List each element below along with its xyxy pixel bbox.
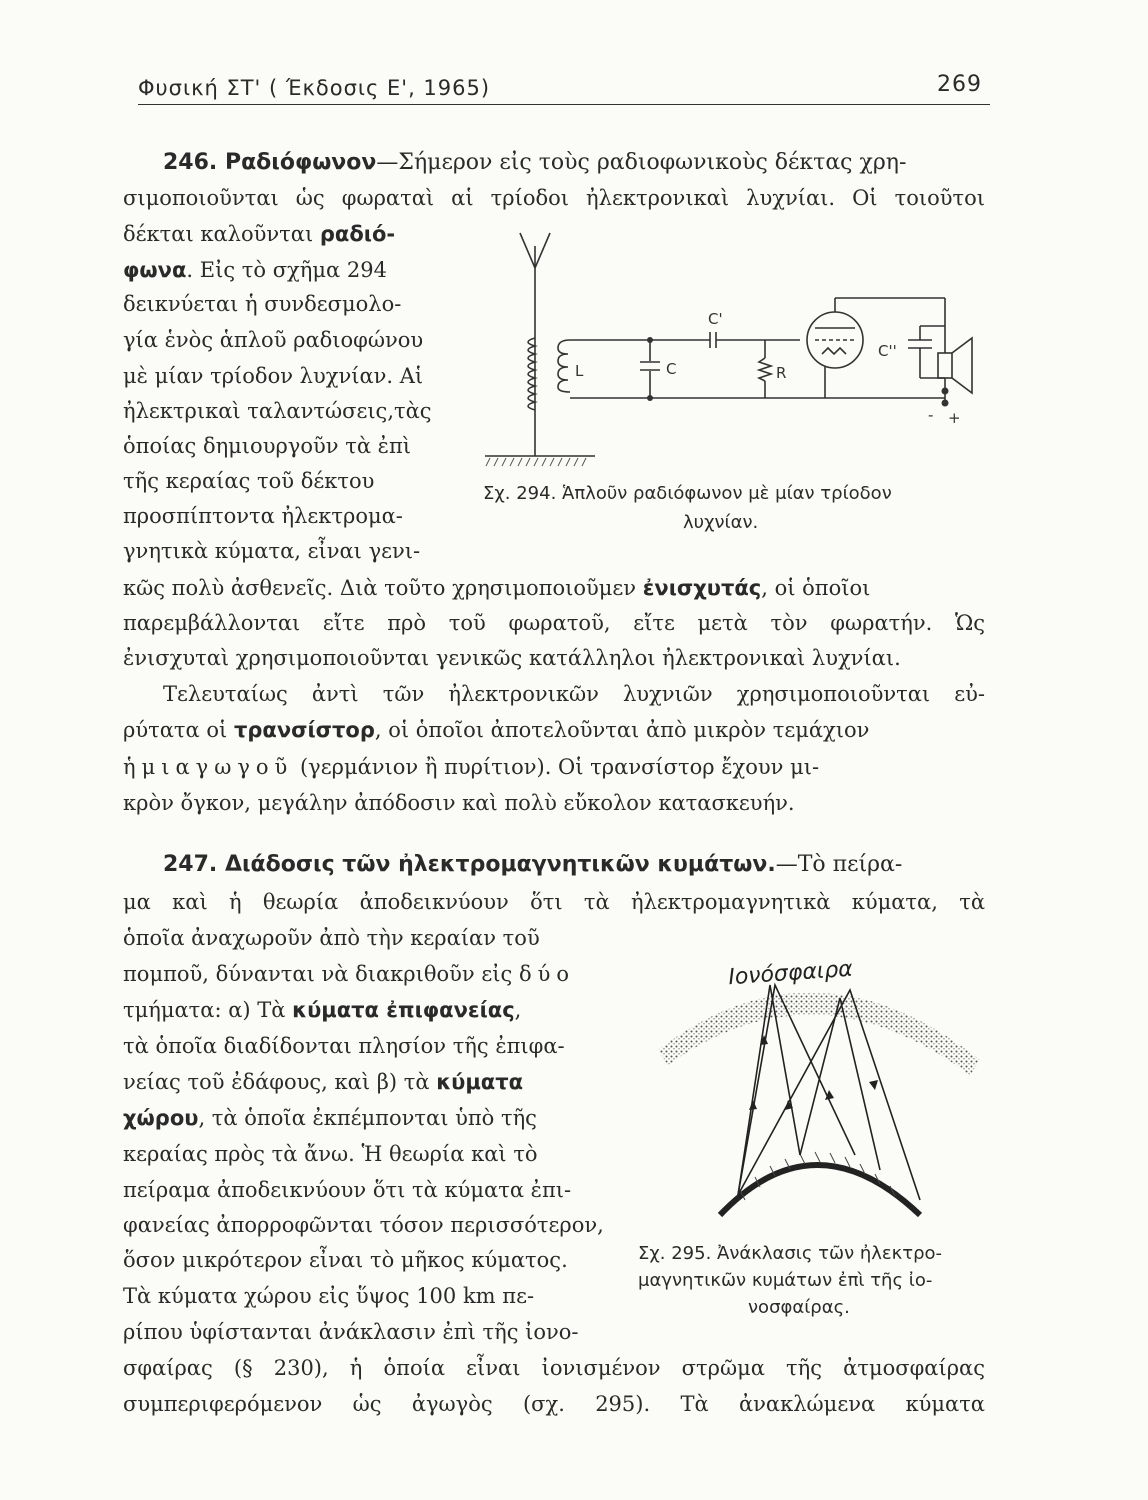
paragraph-line [123, 1072, 523, 1093]
paragraph-line: σιμοποιοῦνται ὡς φωραταὶ αἱ τρίοδοι ἠλεκτρονικαὶ λυχνίαι. Οἱ τοιοῦτοι [123, 186, 985, 210]
label-L: L [575, 362, 584, 380]
paragraph-line: προσπίπτοντα ἠλεκτρομα- [123, 504, 403, 528]
paragraph-line: ἐνισχυταὶ χρησιμοποιοῦνται γενικῶς κατάλληλοι ἠλεκτρονικαὶ λυχνίαι. [123, 646, 901, 670]
header-rule [138, 104, 990, 105]
label-plus: + [948, 409, 961, 427]
figure-295-caption-3: νοσφαίρας. [748, 1297, 850, 1318]
paragraph-line: γνητικὰ κύματα, εἶναι γενι- [123, 539, 421, 563]
paragraph-text: δέκται καλοῦνται [123, 222, 314, 246]
label-C: C [666, 360, 677, 378]
running-header [138, 70, 990, 104]
paragraph-line: κρὸν ὄγκον, μεγάλην ἀπόδοσιν καὶ πολὺ εὔκολον κατασκευήν. [123, 791, 795, 815]
label-Cprime: C' [708, 310, 723, 328]
label-minus: - [928, 406, 934, 424]
paragraph-line: δεικνύεται ἡ συνδεσμολο- [123, 292, 402, 316]
paragraph-text: , τὰ ὁποῖα ἐκπέμπονται ὑπὸ τῆς [198, 1106, 537, 1130]
label-R: R [776, 364, 787, 382]
paragraph-line: τῆς κεραίας τοῦ δέκτου [123, 469, 375, 493]
paragraph-line: τὰ ὁποῖα διαδίδονται πλησίον τῆς ἐπιφα- [123, 1034, 565, 1058]
paragraph-line: κεραίας πρὸς τὰ ἄνω. Ἡ θεωρία καὶ τὸ [123, 1142, 538, 1166]
ionosphere-layer [658, 992, 980, 1075]
paragraph-line [123, 757, 819, 778]
paragraph-line: συμπεριφερόμενον ὡς ἀγωγὸς (σχ. 295). Τὰ ἀνακλώμενα κύματα [123, 1392, 985, 1416]
paragraph-line: Τελευταίως ἀντὶ τῶν ἠλεκτρονικῶν λυχνιῶν χρησιμοποιοῦνται εὐ- [163, 682, 985, 706]
paragraph-line: ρίπου ὑφίστανται ἀνάκλασιν ἐπὶ τῆς ἰονο- [123, 1320, 579, 1344]
paragraph-text: , [514, 998, 522, 1022]
paragraph-text: κῶς πολὺ ἀσθενεῖς. Διὰ τοῦτο χρησιμοποιοῦμεν [123, 576, 637, 600]
figure-294-caption-1: Σχ. 294. Ἁπλοῦν ραδιόφωνον μὲ μίαν τρίοδον [483, 483, 892, 504]
figure-294-circuit [480, 228, 980, 478]
paragraph-line: Τὰ κύματα χώρου εἰς ὕψος 100 km πε- [123, 1284, 535, 1308]
section-246-heading: 246. Ραδιόφωνον [163, 150, 377, 175]
label-Cdoubleprime: C'' [878, 342, 897, 360]
figure-295-ionosphere [640, 940, 990, 1240]
paragraph-line [123, 260, 387, 281]
section-247-heading: 247. Διάδοσις τῶν ἠλεκτρομαγνητικῶν κυμάτων. [163, 852, 776, 877]
paragraph-text: , οἱ ὁποῖοι ἀποτελοῦνται ἀπὸ μικρὸν τεμάχιον [374, 718, 870, 742]
paragraph-line [123, 720, 869, 741]
paragraph-text: τμήματα: α) Τὰ [123, 998, 286, 1022]
paragraph-line: μα καὶ ἡ θεωρία ἀποδεικνύουν ὅτι τὰ ἠλεκτρομαγνητικὰ κύματα, τὰ [123, 890, 985, 914]
term-radiophone: ραδιό- [319, 222, 396, 246]
paragraph-text: —Τὸ πείρα- [775, 852, 903, 877]
paragraph-line: ὁποίας δημιουργοῦν τὰ ἐπὶ [123, 434, 411, 458]
term-space-waves: κύματα [436, 1070, 524, 1094]
paragraph-line [123, 1108, 537, 1129]
paragraph-line [123, 1000, 521, 1021]
paragraph-text: νείας τοῦ ἐδάφους, καὶ β) τὰ [123, 1070, 430, 1094]
page-number: 269 [937, 72, 982, 97]
term-radiophone-end: φωνα [123, 258, 187, 282]
term-two: δύο [518, 962, 575, 986]
section-247-heading-line [163, 854, 902, 876]
ionosphere-label: Ιονόσφαιρα [727, 956, 854, 991]
figure-295-caption-2: μαγνητικῶν κυμάτων ἐπὶ τῆς ἰο- [638, 1270, 933, 1291]
paragraph-line: φανείας ἀπορροφῶνται τόσον περισσότερον, [123, 1213, 604, 1237]
paragraph-line: πείραμα ἀποδεικνύουν ὅτι τὰ κύματα ἐπι- [123, 1178, 572, 1202]
paragraph-line: —Σήμερον εἰς τοὺς ραδιοφωνικοὺς δέκτας χρη- [376, 150, 907, 175]
figure-295-caption-1: Σχ. 295. Ἀνάκλασις τῶν ἠλεκτρο- [638, 1243, 943, 1264]
paragraph-line: παρεμβάλλονται εἴτε πρὸ τοῦ φωρατοῦ, εἴτε μετὰ τὸν φωρατήν. Ὡς [123, 611, 985, 635]
header-title: Φυσική ΣΤ' ( Έκδοσις Ε', 1965) [138, 76, 491, 100]
paragraph-text: πομποῦ, δύνανται νὰ διακριθοῦν εἰς [123, 962, 513, 986]
paragraph-text: ρύτατα οἱ [123, 718, 228, 742]
term-surface-waves: κύματα ἐπιφανείας [292, 998, 515, 1022]
paragraph-line [123, 964, 575, 985]
term-space-waves-end: χώρου [123, 1106, 199, 1130]
paragraph-text: , οἱ ὁποῖοι [761, 576, 871, 600]
paragraph-line: ὅσον μικρότερον εἶναι τὸ μῆκος κύματος. [123, 1248, 568, 1272]
paragraph-line: γία ἑνὸς ἁπλοῦ ραδιοφώνου [123, 328, 424, 352]
section-246-heading-line [163, 152, 906, 174]
paragraph-line [123, 224, 395, 245]
paragraph-line: ἠλεκτρικαὶ ταλαντώσεις,τὰς [123, 399, 432, 423]
paragraph-text: (γερμάνιον ἢ πυρίτιον). Οἱ τρανσίστορ ἔχουν μι- [299, 755, 820, 779]
term-semiconductor: ἡμιαγωγοῦ [123, 755, 294, 779]
paragraph-text: . Εἰς τὸ σχῆμα 294 [186, 258, 387, 282]
paragraph-line [123, 578, 870, 599]
term-transistor: τρανσίστορ [233, 718, 375, 742]
paragraph-line: ὁποῖα ἀναχωροῦν ἀπὸ τὴν κεραίαν τοῦ [123, 926, 540, 950]
figure-294-caption-2: λυχνίαν. [683, 512, 759, 533]
term-amplifiers: ἐνισχυτάς [642, 576, 762, 600]
paragraph-line: σφαίρας (§ 230), ἡ ὁποία εἶναι ἰονισμένον στρῶμα τῆς ἀτμοσφαίρας [123, 1356, 985, 1380]
paragraph-line: μὲ μίαν τρίοδον λυχνίαν. Αἱ [123, 364, 424, 388]
